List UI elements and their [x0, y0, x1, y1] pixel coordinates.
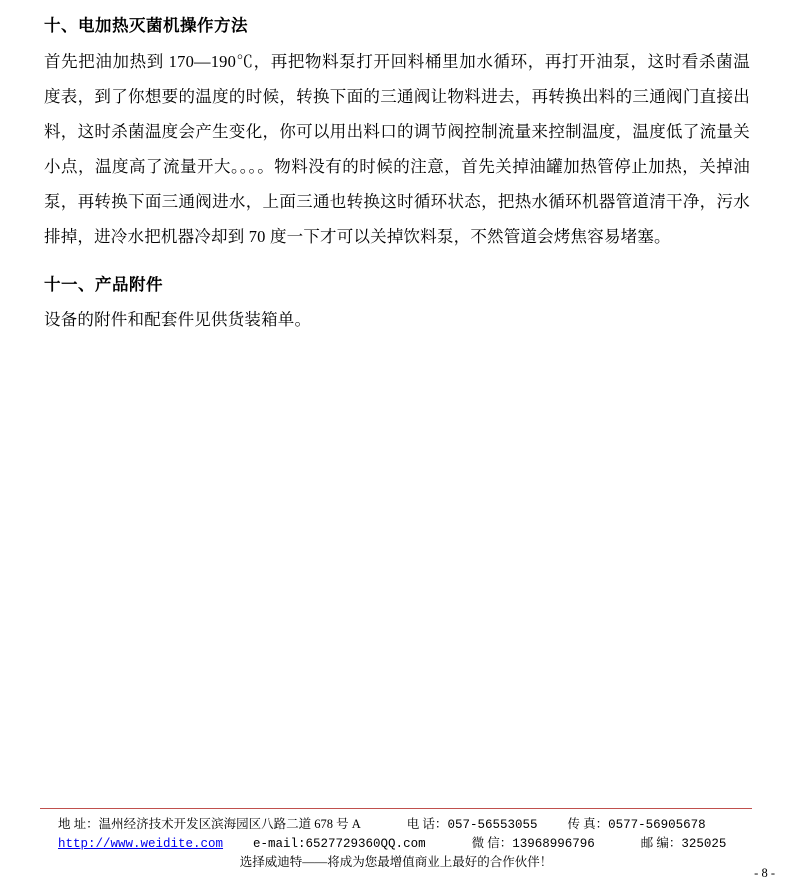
- postcode-value: 325025: [681, 837, 727, 852]
- document-content: [44, 6, 750, 340]
- postcode-label: 邮 编：: [640, 836, 682, 851]
- footer-divider: [40, 808, 752, 809]
- fax-value: 0577-56905678: [608, 818, 706, 832]
- page-number: - 8 -: [754, 866, 775, 880]
- wechat-label: 微 信：: [471, 836, 513, 851]
- page-footer: [40, 808, 752, 871]
- section-heading-10: 十、电加热灭菌机操作方法: [44, 16, 248, 35]
- fax-label: 传 真：: [567, 817, 609, 831]
- email-label: e-mail:: [253, 837, 306, 852]
- footer-contact-row-1: [40, 815, 752, 834]
- footer-contact-row-2: [40, 834, 752, 853]
- address-value: 温州经济技术开发区滨海园区八路二道 678 号 A: [98, 817, 361, 831]
- section-heading-11: 十一、产品附件: [44, 274, 163, 294]
- wechat-value: 13968996796: [512, 837, 595, 852]
- phone-value: 057-56553055: [447, 818, 538, 832]
- phone-label: 电 话：: [406, 817, 448, 831]
- section-11-paragraph: 设备的附件和配套件见供货装箱单。: [44, 310, 312, 330]
- website-link[interactable]: http://www.weidite.com: [58, 837, 224, 852]
- address-label: 地 址：: [58, 817, 99, 831]
- footer-slogan: 选择威迪特——将成为您最增值商业上最好的合作伙伴！: [239, 855, 553, 870]
- section-10-paragraph: 首先把油加热到 170—190℃，再把物料泵打开回料桶里加水循环，再打开油泵，这时看杀菌温度表，到了你想要的温度的时候，转换下面的三通阀让物料进去，再转换出料的三通阀门直接出料，这时杀菌温度会产生变化，你可以用出料口的调节阀控制流量来控制温度，温度低了流量关小点，温度高了流量开大。。。。物料没有的时候的注意，首先关掉油罐加热管停止加热，关掉油泵，再转换下面三通阀进水，上面三通也转换这时循环状态，把热水循环机器管道清干净，污水排掉，进冷水把机器冷却到 70 度一下才可以关掉饮料泵，不然管道会烤焦容易堵塞。: [44, 51, 750, 246]
- email-value: 6527729360QQ.com: [305, 837, 426, 852]
